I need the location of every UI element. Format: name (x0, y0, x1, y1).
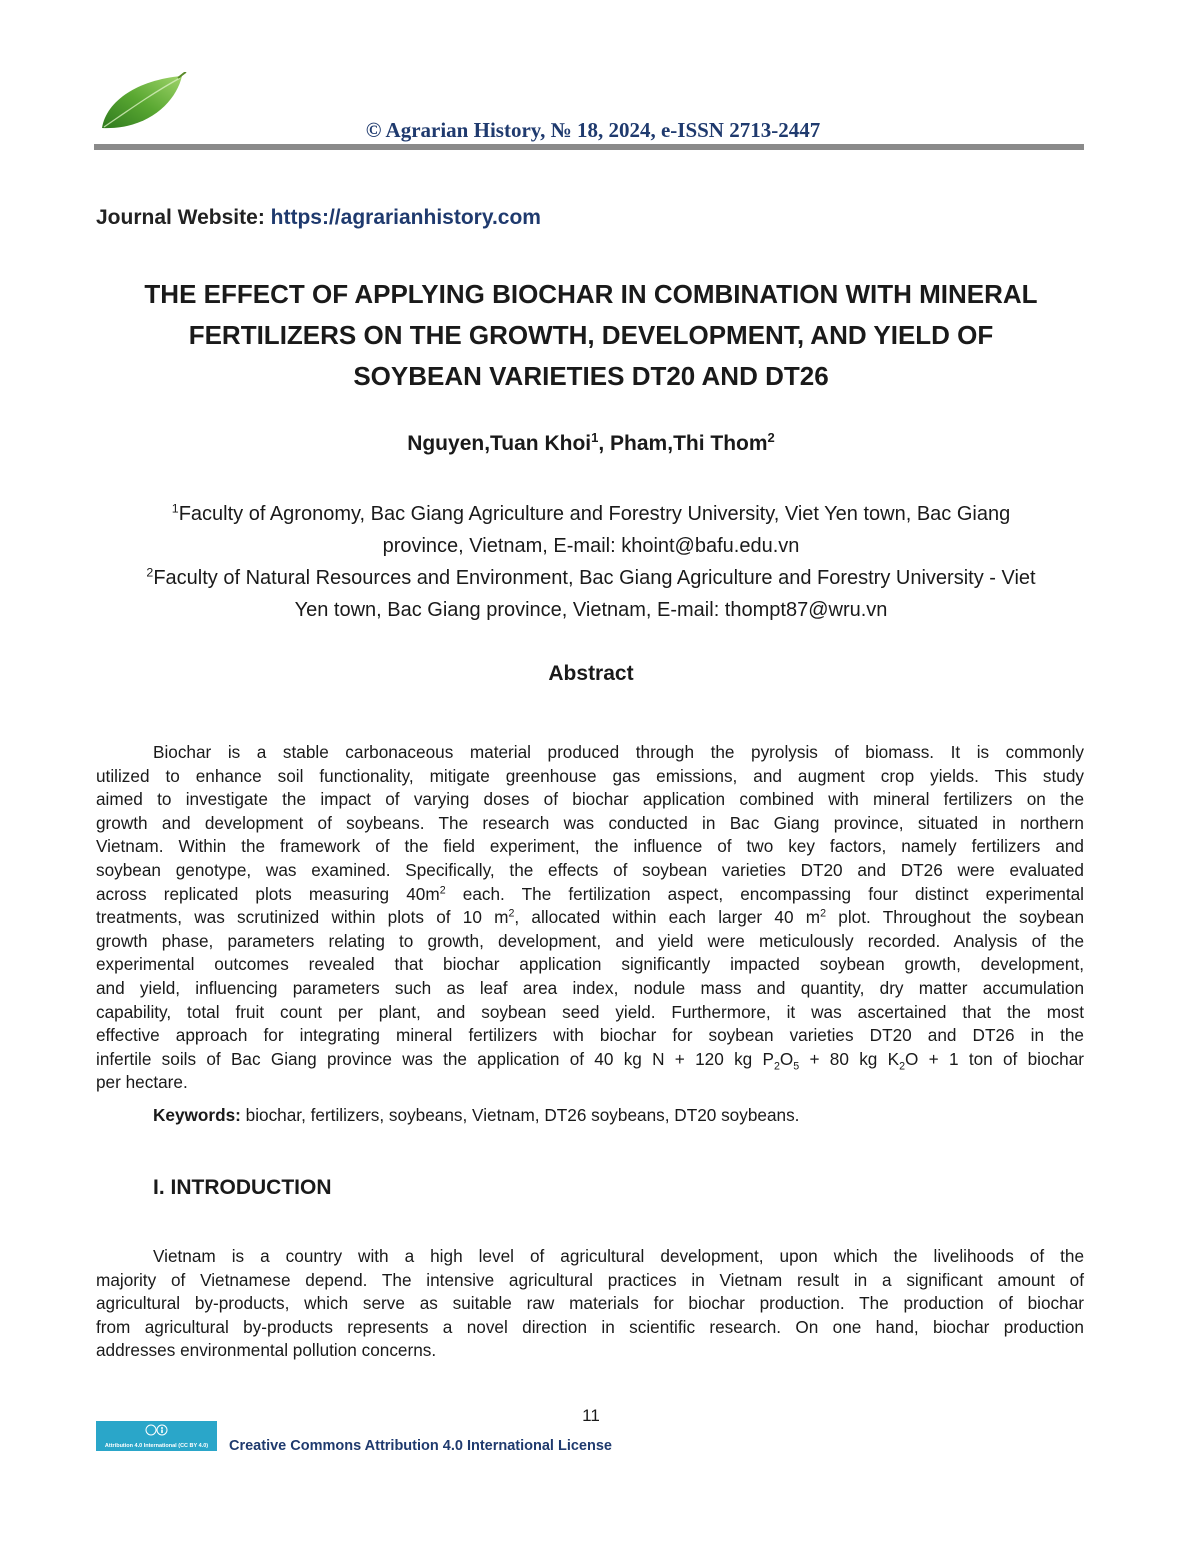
superscript: 2 (820, 907, 827, 920)
abstract-text: infertile soils of Bac Giang province was the application of 40 kg N + 120 kg P (96, 1048, 774, 1069)
abstract-line (96, 1048, 1084, 1072)
author-name: Pham,Thi Thom (610, 432, 768, 455)
affiliation-line (96, 562, 1086, 594)
intro-line: addresses environmental pollution concerns. (96, 1340, 437, 1361)
title-line: THE EFFECT OF APPLYING BIOCHAR IN COMBINATION WITH MINERAL (144, 279, 1038, 309)
introduction-body (96, 1245, 1084, 1363)
affiliation-line: Yen town, Bac Giang province, Vietnam, E-mail: thompt87@wru.vn (294, 599, 888, 621)
abstract-text: O + 1 ton of biochar (905, 1048, 1084, 1069)
abstract-line: utilized to enhance soil functionality, mitigate greenhouse gas emissions, and augment crop yields. This study (96, 765, 1084, 786)
abstract-text: + 80 kg K (799, 1048, 900, 1069)
abstract-line: and yield, influencing parameters such as leaf area index, nodule mass and quantity, dry matter accumulation (96, 977, 1084, 998)
abstract-heading: Abstract (548, 662, 634, 685)
abstract-line: growth phase, parameters relating to growth, development, and yield were meticulously recorded. Analysis of the (96, 930, 1084, 951)
abstract-text: O (779, 1048, 794, 1069)
journal-website-label: Journal Website: (96, 206, 265, 229)
cc-badge-text: Attribution 4.0 International (CC BY 4.0) (104, 1443, 209, 1449)
affiliations (96, 498, 1086, 626)
affiliation-mark: 1 (171, 501, 179, 516)
paper-title (96, 274, 1086, 397)
journal-website (96, 206, 541, 230)
journal-header: © Agrarian History, № 18, 2024, e-ISSN 2713-2447 (365, 118, 821, 142)
superscript: 2 (439, 883, 446, 896)
intro-line: from agricultural by-products represents a novel direction in scientific research. On one hand, biochar production (96, 1316, 1084, 1337)
introduction-heading: I. INTRODUCTION (153, 1176, 332, 1199)
abstract-line (96, 906, 1084, 930)
author-list (96, 432, 1086, 456)
subscript: 2 (773, 1060, 780, 1073)
abstract-line: per hectare. (96, 1072, 188, 1093)
abstract-line: Biochar is a stable carbonaceous material produced through the pyrolysis of biomass. It is commonly (153, 742, 1084, 762)
abstract-line (96, 883, 1084, 907)
keywords (153, 1105, 799, 1126)
abstract-line: growth and development of soybeans. The research was conducted in Bac Giang province, situated in northern (96, 812, 1084, 833)
affiliation-mark: 1 (591, 430, 599, 445)
affiliation-line (96, 498, 1086, 530)
abstract-text: treatments, was scrutinized within plots of 10 m (96, 907, 509, 928)
header-rule (94, 144, 1084, 150)
abstract-text: across replicated plots measuring 40m (96, 883, 440, 904)
author-separator: , (598, 432, 611, 455)
abstract-line: capability, total fruit count per plant, and soybean seed yield. Furthermore, it was ascertained that the most (96, 1001, 1084, 1022)
affiliation-mark: 2 (146, 565, 154, 580)
intro-line: Vietnam is a country with a high level of agricultural development, upon which the livelihoods of the (153, 1246, 1084, 1266)
abstract-text: each. The fertilization aspect, encompassing four distinct experimental (445, 883, 1084, 904)
abstract-line: experimental outcomes revealed that biochar application significantly impacted soybean growth, development, (96, 954, 1084, 975)
page-number: 11 (582, 1406, 600, 1425)
abstract-body (96, 741, 1084, 1095)
affiliation-text: Faculty of Agronomy, Bac Giang Agriculture and Forestry University, Viet Yen town, Bac Giang (178, 503, 1011, 525)
cc-logo-icon (145, 1424, 169, 1436)
abstract-text: plot. Throughout the soybean (826, 907, 1084, 928)
abstract-line: Vietnam. Within the framework of the field experiment, the influence of two key factors, namely fertilizers and (96, 836, 1084, 857)
cc-by-badge[interactable] (96, 1421, 217, 1451)
subscript: 5 (793, 1060, 800, 1073)
abstract-line: effective approach for integrating mineral fertilizers with biochar for soybean varieties DT20 and DT26 in the (96, 1025, 1084, 1046)
intro-line: majority of Vietnamese depend. The intensive agricultural practices in Vietnam result in a significant amount of (96, 1269, 1084, 1290)
affiliation-line: province, Vietnam, E-mail: khoint@bafu.edu.vn (382, 535, 800, 557)
author-name: Nguyen,Tuan Khoi (407, 432, 592, 455)
abstract-text: , allocated within each larger 40 m (514, 907, 821, 928)
abstract-line: soybean genotype, was examined. Specifically, the effects of soybean varieties DT20 and DT26 were evaluated (96, 859, 1084, 880)
keywords-text: biochar, fertilizers, soybeans, Vietnam, DT26 soybeans, DT20 soybeans. (240, 1105, 800, 1125)
keywords-label: Keywords: (153, 1105, 241, 1125)
affiliation-text: Faculty of Natural Resources and Environment, Bac Giang Agriculture and Forestry University - Viet (153, 567, 1036, 589)
superscript: 2 (508, 907, 515, 920)
intro-line: agricultural by-products, which serve as suitable raw materials for biochar production. The production of biochar (96, 1293, 1084, 1314)
license-text[interactable]: Creative Commons Attribution 4.0 International License (229, 1438, 612, 1454)
affiliation-mark: 2 (767, 430, 775, 445)
subscript: 2 (899, 1060, 906, 1073)
abstract-line: aimed to investigate the impact of varying doses of biochar application combined with mineral fertilizers on the (96, 789, 1084, 810)
title-line: FERTILIZERS ON THE GROWTH, DEVELOPMENT, AND YIELD OF (188, 320, 994, 350)
title-line: SOYBEAN VARIETIES DT20 AND DT26 (353, 361, 829, 391)
journal-website-link[interactable]: https://agrarianhistory.com (270, 206, 541, 229)
